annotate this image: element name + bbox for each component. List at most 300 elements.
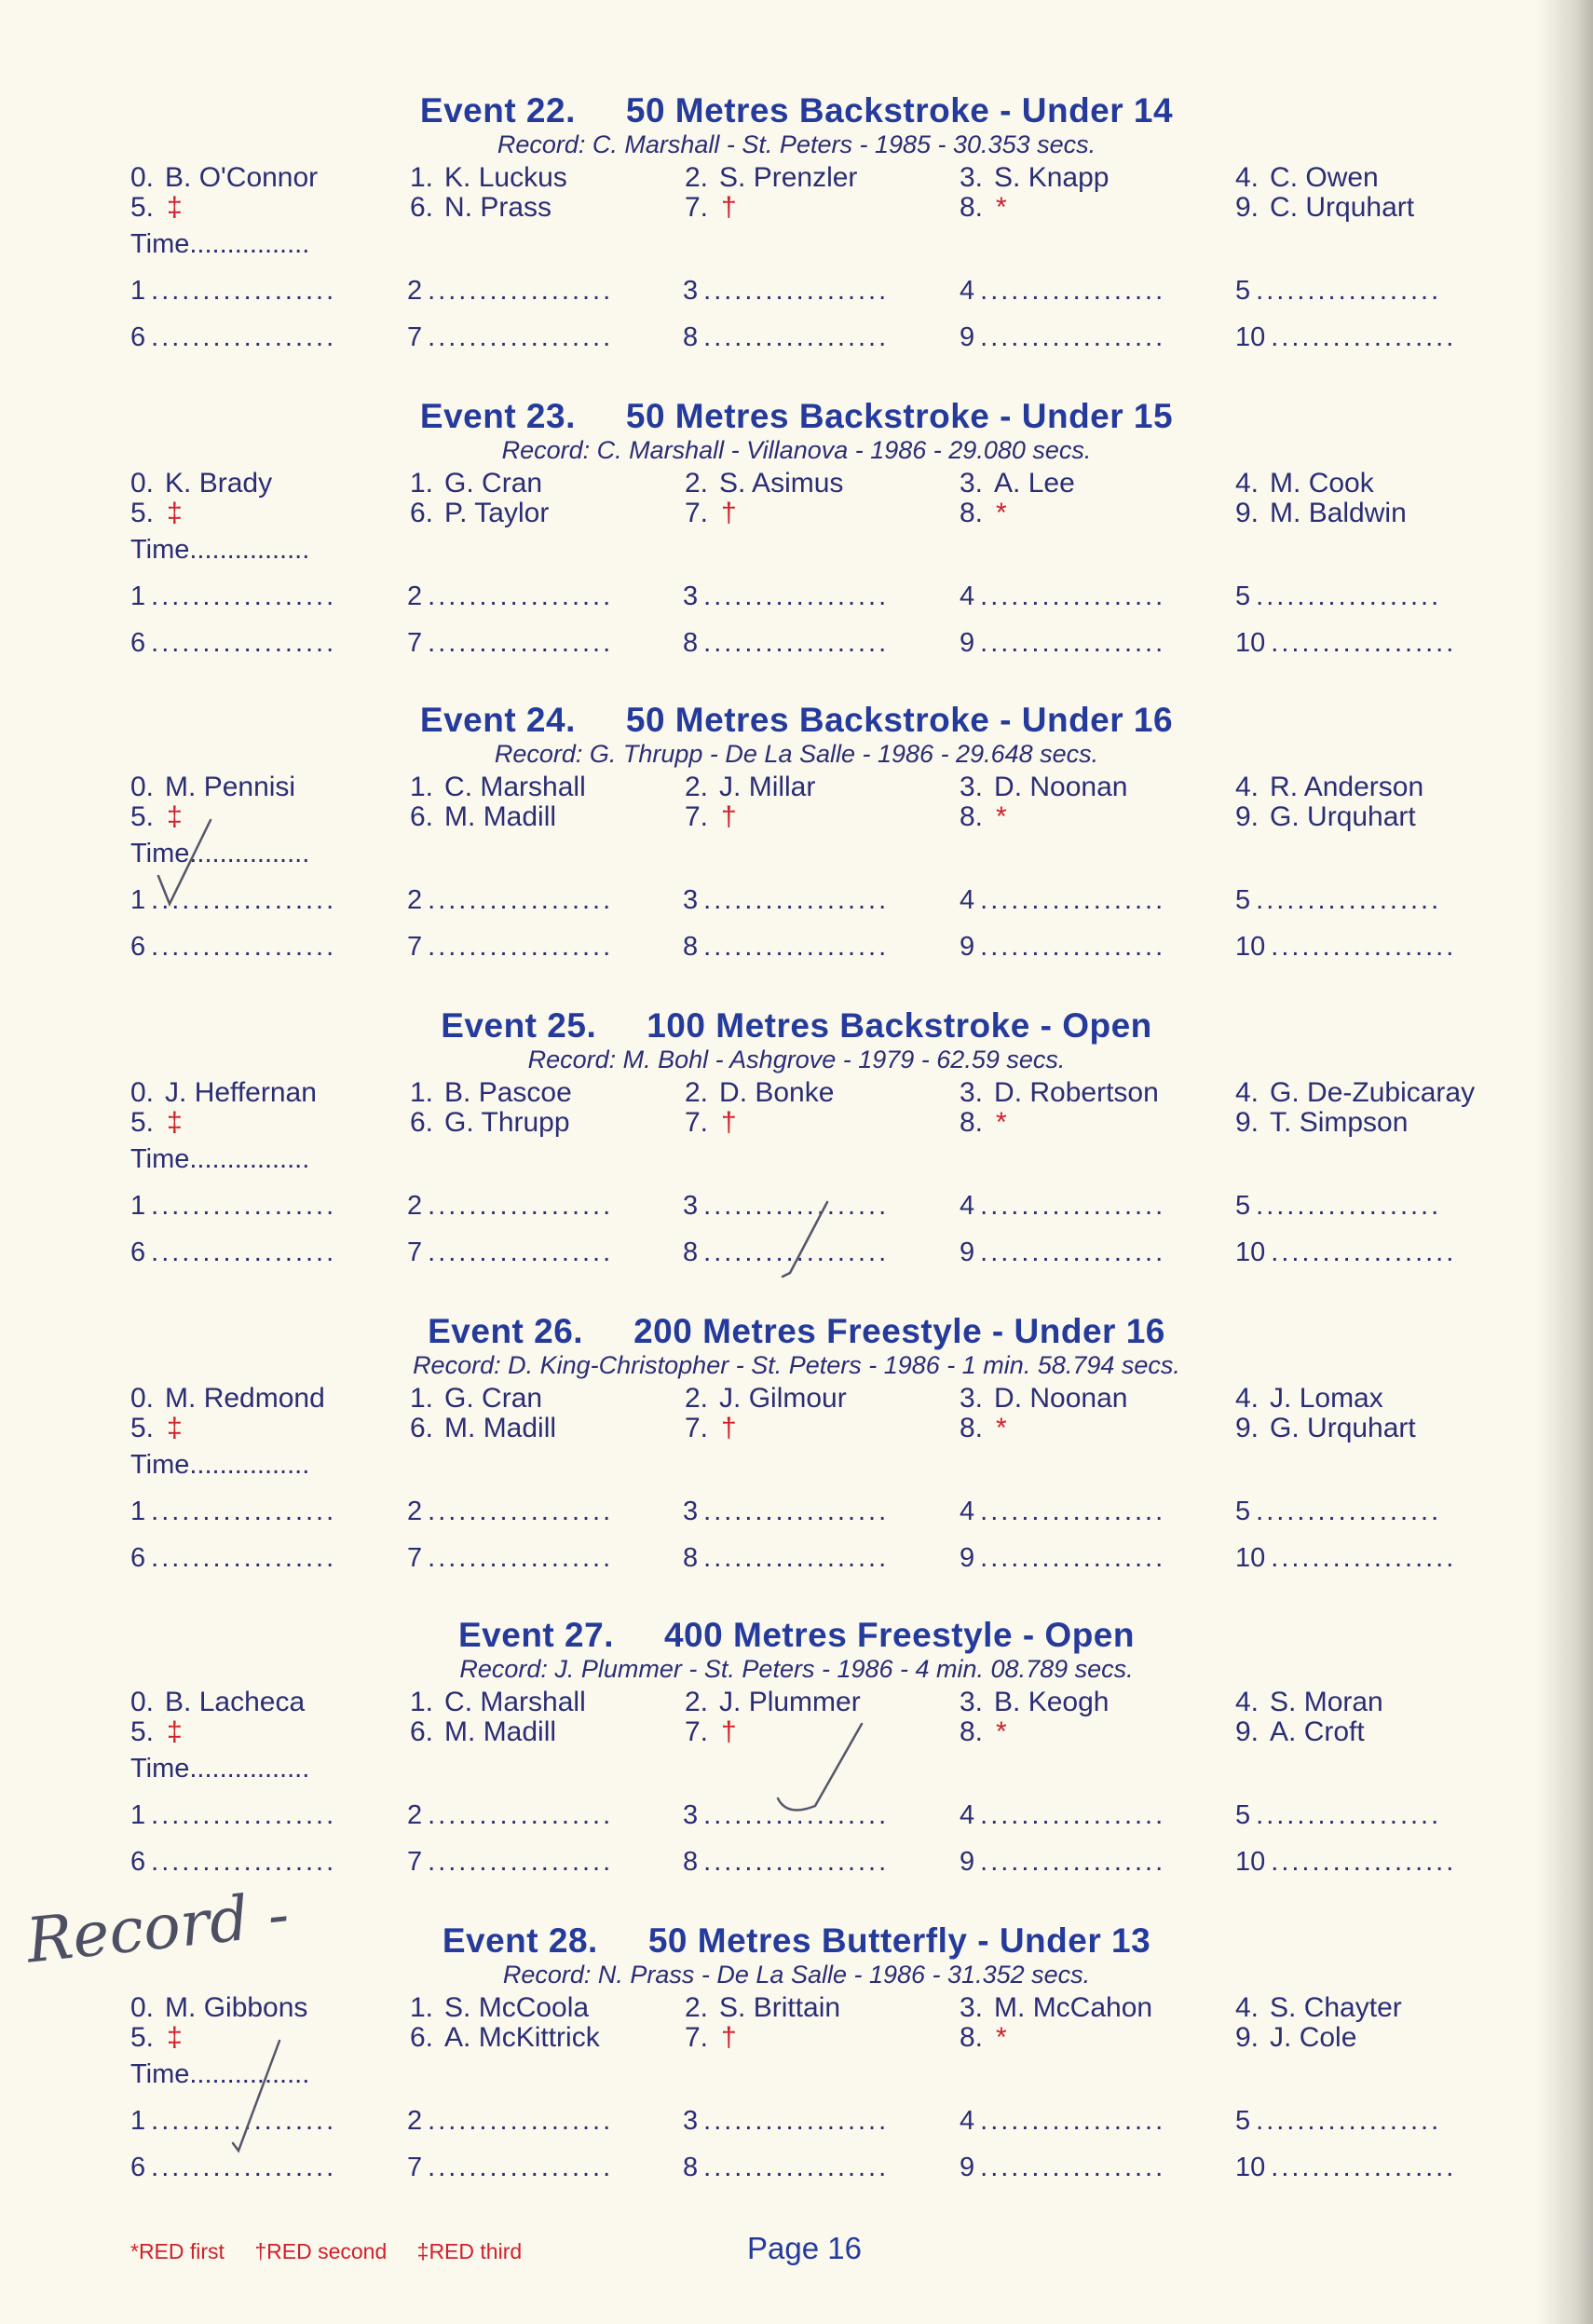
- lane-entry: [410, 498, 549, 529]
- place-entry-field[interactable]: [1235, 628, 1505, 659]
- red-marker: ‡: [167, 2022, 183, 2053]
- lane-number: 5.: [130, 498, 155, 528]
- lane-entry: [130, 498, 183, 529]
- lane-number: 2.: [685, 1687, 709, 1717]
- lane-number: 1.: [410, 1687, 434, 1717]
- lane-number: 1.: [410, 162, 434, 193]
- place-number: 8: [683, 1543, 699, 1573]
- place-entry-field[interactable]: [1235, 581, 1505, 612]
- place-dots: ..................: [151, 581, 337, 611]
- swimmer-name: G. Urquhart: [1270, 801, 1416, 832]
- lane-number: 0.: [130, 772, 155, 802]
- place-dots: ..................: [1271, 1237, 1457, 1267]
- place-entry-field[interactable]: [1235, 1543, 1505, 1574]
- swimmer-name: J. Plummer: [719, 1687, 861, 1717]
- place-entry-field[interactable]: [130, 628, 401, 659]
- lane-entry: [410, 1687, 586, 1718]
- lane-number: 0.: [130, 1077, 155, 1108]
- lane-entry: [1235, 2022, 1356, 2054]
- lane-entry: [685, 162, 857, 194]
- lane-entry: [130, 1077, 317, 1109]
- legend-red-first: *RED first: [130, 2239, 225, 2263]
- lane-entry: [685, 498, 737, 529]
- legend-red-third: ‡RED third: [416, 2239, 523, 2263]
- place-number: 6: [130, 1237, 146, 1267]
- place-entry-field[interactable]: [130, 1543, 401, 1574]
- place-entry-field[interactable]: [683, 2106, 953, 2137]
- place-entry-field[interactable]: [683, 322, 953, 353]
- place-number: 3: [683, 1497, 699, 1526]
- lane-entry: [960, 1413, 1007, 1444]
- place-number: 6: [130, 1847, 146, 1877]
- lane-number: 9.: [1235, 498, 1259, 528]
- lane-entry: [130, 1992, 307, 2024]
- place-entry-field[interactable]: [130, 581, 401, 612]
- place-dots: ..................: [1256, 1191, 1442, 1221]
- event-block: [0, 1312, 1593, 1601]
- place-number: 4: [960, 1497, 975, 1526]
- swimmer-name: D. Noonan: [994, 1383, 1128, 1414]
- lane-entry: [685, 1383, 847, 1415]
- lane-number: 1.: [410, 1077, 434, 1108]
- lane-number: 7.: [685, 192, 709, 223]
- place-dots: ..................: [151, 1543, 337, 1573]
- place-dots: ..................: [428, 885, 614, 915]
- time-field[interactable]: Time................: [130, 1754, 310, 1784]
- place-entry-field[interactable]: [1235, 932, 1505, 963]
- lane-entry: [410, 162, 567, 194]
- place-entry-field[interactable]: [960, 2106, 1230, 2137]
- time-field[interactable]: Time................: [130, 535, 310, 565]
- event-number: Event 23.: [419, 397, 576, 435]
- lane-number: 2.: [685, 1077, 709, 1108]
- lane-entry: [410, 801, 556, 833]
- swimmer-name: S. Knapp: [994, 162, 1110, 193]
- place-number: 9: [960, 2153, 975, 2182]
- lane-number: 5.: [130, 1107, 155, 1138]
- place-entry-field[interactable]: [1235, 322, 1505, 353]
- place-dots: ..................: [703, 1847, 890, 1877]
- place-dots: ..................: [428, 932, 614, 962]
- lane-entry: [130, 192, 183, 224]
- swimmer-name: N. Prass: [444, 192, 552, 223]
- place-entry-field[interactable]: [1235, 1237, 1505, 1268]
- lane-number: 6.: [410, 2022, 434, 2053]
- place-entry-field[interactable]: [407, 276, 677, 307]
- red-marker: *: [996, 1413, 1007, 1443]
- place-entry-field[interactable]: [960, 1191, 1230, 1222]
- lane-number: 9.: [1235, 1716, 1259, 1747]
- lane-number: 6.: [410, 1716, 434, 1747]
- lane-number: 3.: [960, 1992, 984, 2023]
- place-entry-field[interactable]: [960, 1543, 1230, 1574]
- swimmer-name: B. O'Connor: [165, 162, 319, 193]
- swimmer-name: M. McCahon: [994, 1992, 1153, 2023]
- lane-entry: [1235, 1992, 1402, 2024]
- lane-entry: [410, 1383, 542, 1415]
- place-number: 2: [407, 1191, 423, 1221]
- place-entry-field[interactable]: [960, 932, 1230, 963]
- lane-entry: [410, 1107, 570, 1139]
- place-number: 2: [407, 1800, 423, 1830]
- place-number: 6: [130, 2153, 146, 2182]
- place-entry-field[interactable]: [1235, 1191, 1505, 1222]
- lane-entry: [410, 1992, 589, 2024]
- place-entry-field[interactable]: [130, 322, 401, 353]
- lane-entry: [1235, 1716, 1365, 1748]
- lane-entry: [960, 1383, 1127, 1415]
- lane-entry: [410, 1716, 556, 1748]
- place-entry-field[interactable]: [1235, 1497, 1505, 1527]
- swimmer-name: G. Cran: [444, 468, 543, 499]
- event-title: 400 Metres Freestyle - Open: [663, 1616, 1135, 1654]
- place-number: 3: [683, 581, 699, 611]
- place-entry-field[interactable]: [1235, 1847, 1505, 1878]
- swimmer-name: S. Moran: [1270, 1687, 1383, 1717]
- lane-entry: [960, 1077, 1159, 1109]
- event-record: Record: M. Bohl - Ashgrove - 1979 - 62.59 secs.: [527, 1046, 1066, 1073]
- place-number: 2: [407, 1497, 423, 1526]
- place-dots: ..................: [703, 1191, 890, 1221]
- lane-number: 4.: [1235, 1077, 1259, 1108]
- place-entry-field[interactable]: [130, 932, 401, 963]
- lane-number: 6.: [410, 192, 434, 223]
- lane-number: 9.: [1235, 1413, 1259, 1443]
- place-entry-field[interactable]: [407, 932, 677, 963]
- swimmer-name: D. Noonan: [994, 772, 1128, 802]
- lane-number: 8.: [960, 801, 984, 832]
- place-dots: ..................: [703, 1497, 890, 1526]
- swimmer-name: S. Brittain: [719, 1992, 841, 2023]
- place-number: 10: [1235, 932, 1266, 962]
- place-entry-field[interactable]: [1235, 276, 1505, 307]
- place-entry-field[interactable]: [407, 322, 677, 353]
- place-entry-field[interactable]: [407, 581, 677, 612]
- place-dots: ..................: [1256, 2106, 1442, 2136]
- place-entry-field[interactable]: [1235, 2153, 1505, 2183]
- place-entry-field[interactable]: [130, 1237, 401, 1268]
- lane-entry: [130, 2022, 183, 2054]
- swimmer-name: J. Lomax: [1270, 1383, 1383, 1414]
- swimmer-name: S. Prenzler: [719, 162, 858, 193]
- time-field[interactable]: Time................: [130, 839, 310, 868]
- place-entry-field[interactable]: [960, 1237, 1230, 1268]
- lane-entry: [960, 498, 1007, 529]
- place-entry-field[interactable]: [1235, 885, 1505, 916]
- swimmer-name: K. Brady: [165, 468, 273, 499]
- place-dots: ..................: [980, 1497, 1166, 1526]
- place-entry-field[interactable]: [683, 885, 953, 916]
- lane-entry: [1235, 192, 1414, 224]
- place-number: 3: [683, 1800, 699, 1830]
- place-dots: ..................: [980, 1800, 1166, 1830]
- place-entry-field[interactable]: [1235, 2106, 1505, 2137]
- place-entry-field[interactable]: [407, 1191, 677, 1222]
- place-number: 10: [1235, 1847, 1266, 1877]
- swimmer-name: M. Madill: [444, 801, 557, 832]
- place-entry-field[interactable]: [407, 2153, 677, 2183]
- lane-entry: [1235, 468, 1374, 499]
- lane-entry: [960, 1716, 1007, 1748]
- place-dots: ..................: [703, 932, 890, 962]
- place-dots: ..................: [428, 276, 614, 306]
- swimmer-name: G. Thrupp: [444, 1107, 570, 1138]
- place-number: 4: [960, 276, 975, 306]
- place-entry-field[interactable]: [407, 1237, 677, 1268]
- place-number: 9: [960, 628, 975, 658]
- place-number: 6: [130, 1543, 146, 1573]
- place-dots: ..................: [151, 1847, 337, 1877]
- place-number: 9: [960, 322, 975, 352]
- place-dots: ..................: [703, 1237, 890, 1267]
- red-marker: ‡: [167, 498, 183, 528]
- place-entry-field[interactable]: [960, 1847, 1230, 1878]
- place-entry-field[interactable]: [960, 276, 1230, 307]
- lane-entry: [960, 1107, 1007, 1139]
- place-entry-field[interactable]: [130, 1191, 401, 1222]
- place-entry-field[interactable]: [130, 276, 401, 307]
- place-number: 1: [130, 885, 146, 915]
- place-entry-field[interactable]: [960, 628, 1230, 659]
- place-entry-field[interactable]: [683, 1497, 953, 1527]
- handwritten-check-mark: [233, 2041, 326, 2153]
- place-entry-field[interactable]: [960, 1800, 1230, 1831]
- red-marker: †: [721, 1413, 737, 1443]
- place-number: 8: [683, 932, 699, 962]
- page-number: Page 16: [747, 2231, 862, 2265]
- place-dots: ..................: [151, 1237, 337, 1267]
- swimmer-name: J. Gilmour: [719, 1383, 847, 1414]
- lane-entry: [1235, 1383, 1383, 1415]
- red-marker: †: [721, 192, 737, 223]
- place-dots: ..................: [151, 322, 337, 352]
- place-entry-field[interactable]: [407, 885, 677, 916]
- red-marker: *: [996, 498, 1007, 528]
- swimmer-name: D. Robertson: [994, 1077, 1159, 1108]
- place-entry-field[interactable]: [130, 1800, 401, 1831]
- place-dots: ..................: [1256, 1497, 1442, 1526]
- swimmer-name: M. Madill: [444, 1413, 557, 1443]
- place-entry-field[interactable]: [407, 1800, 677, 1831]
- place-entry-field[interactable]: [407, 1497, 677, 1527]
- lane-number: 4.: [1235, 1687, 1259, 1717]
- swimmer-name: G. Cran: [444, 1383, 543, 1414]
- place-dots: ..................: [428, 1800, 614, 1830]
- lane-number: 7.: [685, 498, 709, 528]
- lane-number: 3.: [960, 772, 984, 802]
- place-entry-field[interactable]: [407, 1847, 677, 1878]
- lane-number: 3.: [960, 1687, 984, 1717]
- lane-entry: [410, 1413, 556, 1444]
- red-marker: *: [996, 1107, 1007, 1138]
- lane-number: 7.: [685, 801, 709, 832]
- swimmer-name: C. Owen: [1270, 162, 1379, 193]
- handwritten-record-note: Record -: [22, 1878, 293, 1977]
- lane-number: 0.: [130, 1383, 155, 1414]
- swimmer-name: T. Simpson: [1270, 1107, 1409, 1138]
- lane-entry: [960, 1687, 1109, 1718]
- place-entry-field[interactable]: [683, 1847, 953, 1878]
- lane-entry: [1235, 1687, 1383, 1718]
- place-number: 5: [1235, 1800, 1251, 1830]
- place-entry-field[interactable]: [407, 1543, 677, 1574]
- lane-number: 8.: [960, 498, 984, 528]
- lane-number: 1.: [410, 1383, 434, 1414]
- lane-number: 8.: [960, 192, 984, 223]
- place-entry-field[interactable]: [960, 581, 1230, 612]
- swimmer-name: B. Pascoe: [444, 1077, 572, 1108]
- place-entry-field[interactable]: [683, 932, 953, 963]
- swimmer-name: A. Lee: [994, 468, 1075, 499]
- place-dots: ..................: [151, 1800, 337, 1830]
- swimmer-name: B. Keogh: [994, 1687, 1110, 1717]
- lane-entry: [1235, 498, 1407, 529]
- place-dots: ..................: [428, 2106, 614, 2136]
- red-marker: ‡: [167, 1716, 183, 1747]
- swimmer-name: B. Lacheca: [165, 1687, 306, 1717]
- place-number: 10: [1235, 1237, 1266, 1267]
- lane-number: 3.: [960, 468, 984, 499]
- lane-number: 4.: [1235, 162, 1259, 193]
- place-entry-field[interactable]: [683, 1543, 953, 1574]
- place-number: 3: [683, 276, 699, 306]
- event-title: 50 Metres Backstroke - Under 16: [625, 701, 1174, 739]
- swimmer-name: K. Luckus: [444, 162, 567, 193]
- place-entry-field[interactable]: [130, 1497, 401, 1527]
- lane-number: 7.: [685, 2022, 709, 2053]
- place-entry-field[interactable]: [130, 2153, 401, 2183]
- event-number: Event 26.: [428, 1312, 584, 1350]
- place-entry-field[interactable]: [407, 2106, 677, 2137]
- lane-number: 5.: [130, 801, 155, 832]
- swimmer-name: S. Asimus: [719, 468, 844, 499]
- red-marker: *: [996, 1716, 1007, 1747]
- place-number: 1: [130, 1497, 146, 1526]
- place-dots: ..................: [428, 1497, 614, 1526]
- lane-entry: [960, 162, 1109, 194]
- lane-number: 2.: [685, 468, 709, 499]
- place-dots: ..................: [1271, 628, 1457, 658]
- lane-entry: [410, 1077, 572, 1109]
- lane-entry: [960, 468, 1075, 499]
- event-number: Event 24.: [419, 701, 576, 739]
- event-heading: [0, 91, 1593, 130]
- lane-number: 5.: [130, 1413, 155, 1443]
- place-entry-field[interactable]: [130, 1847, 401, 1878]
- event-heading: [0, 1312, 1593, 1351]
- lane-number: 2.: [685, 772, 709, 802]
- lane-entry: [410, 468, 542, 499]
- event-record: Record: C. Marshall - St. Peters - 1985 - 30.353 secs.: [497, 130, 1096, 158]
- event-number: Event 28.: [442, 1921, 598, 1960]
- event-title: 200 Metres Freestyle - Under 16: [633, 1312, 1165, 1350]
- lane-number: 7.: [685, 1107, 709, 1138]
- lane-number: 1.: [410, 772, 434, 802]
- lane-number: 0.: [130, 162, 155, 193]
- lane-number: 6.: [410, 1413, 434, 1443]
- lane-entry: [130, 1716, 183, 1748]
- place-dots: ..................: [428, 2153, 614, 2182]
- red-marker: *: [996, 192, 1007, 223]
- place-dots: ..................: [703, 276, 890, 306]
- place-entry-field[interactable]: [683, 628, 953, 659]
- lane-entry: [130, 1687, 305, 1718]
- place-dots: ..................: [1256, 885, 1442, 915]
- place-entry-field[interactable]: [683, 2153, 953, 2183]
- handwritten-check-mark: [158, 820, 252, 932]
- lane-number: 7.: [685, 1716, 709, 1747]
- place-entry-field[interactable]: [407, 628, 677, 659]
- place-dots: ..................: [980, 581, 1166, 611]
- red-marker: ‡: [167, 1413, 183, 1443]
- time-field[interactable]: Time................: [130, 1450, 310, 1480]
- place-number: 9: [960, 1847, 975, 1877]
- place-number: 2: [407, 2106, 423, 2136]
- place-entry-field[interactable]: [960, 885, 1230, 916]
- place-entry-field[interactable]: [683, 276, 953, 307]
- place-entry-field[interactable]: [960, 322, 1230, 353]
- place-dots: ..................: [151, 885, 337, 915]
- lane-entry: [1235, 772, 1423, 803]
- place-number: 5: [1235, 885, 1251, 915]
- red-marker: †: [721, 801, 737, 832]
- place-number: 5: [1235, 1497, 1251, 1526]
- place-dots: ..................: [703, 2106, 890, 2136]
- swimmer-name: M. Redmond: [165, 1383, 325, 1414]
- time-field[interactable]: Time................: [130, 229, 310, 259]
- lane-entry: [130, 1107, 183, 1139]
- place-entry-field[interactable]: [960, 1497, 1230, 1527]
- place-dots: ..................: [151, 2153, 337, 2182]
- lane-number: 5.: [130, 1716, 155, 1747]
- place-dots: ..................: [1256, 581, 1442, 611]
- place-dots: ..................: [428, 1543, 614, 1573]
- time-field[interactable]: Time................: [130, 1144, 310, 1174]
- place-number: 8: [683, 1847, 699, 1877]
- place-entry-field[interactable]: [960, 2153, 1230, 2183]
- place-dots: ..................: [1271, 1847, 1457, 1877]
- event-number: Event 27.: [458, 1616, 614, 1654]
- place-number: 1: [130, 276, 146, 306]
- event-record: Record: D. King-Christopher - St. Peters - 1986 - 1 min. 58.794 secs.: [413, 1351, 1180, 1379]
- place-number: 2: [407, 581, 423, 611]
- lane-number: 0.: [130, 1992, 155, 2023]
- legend-red-second: †RED second: [254, 2239, 388, 2263]
- place-entry-field[interactable]: [1235, 1800, 1505, 1831]
- place-entry-field[interactable]: [683, 581, 953, 612]
- place-number: 7: [407, 932, 423, 962]
- lane-number: 3.: [960, 162, 984, 193]
- time-field[interactable]: Time................: [130, 2059, 310, 2089]
- place-dots: ..................: [428, 628, 614, 658]
- place-number: 2: [407, 276, 423, 306]
- swimmer-name: J. Millar: [719, 772, 816, 802]
- lane-number: 9.: [1235, 2022, 1259, 2053]
- place-number: 9: [960, 932, 975, 962]
- handwritten-check-mark: [778, 1724, 871, 1836]
- event-number: Event 25.: [441, 1006, 597, 1045]
- place-number: 10: [1235, 628, 1266, 658]
- lane-entry: [1235, 1107, 1408, 1139]
- place-number: 9: [960, 1237, 975, 1267]
- red-marker: †: [721, 1107, 737, 1138]
- place-number: 1: [130, 1191, 146, 1221]
- event-heading: [0, 1006, 1593, 1046]
- place-dots: ..................: [980, 1191, 1166, 1221]
- lane-number: 1.: [410, 468, 434, 499]
- lane-number: 4.: [1235, 772, 1259, 802]
- swimmer-name: G. Urquhart: [1270, 1413, 1416, 1443]
